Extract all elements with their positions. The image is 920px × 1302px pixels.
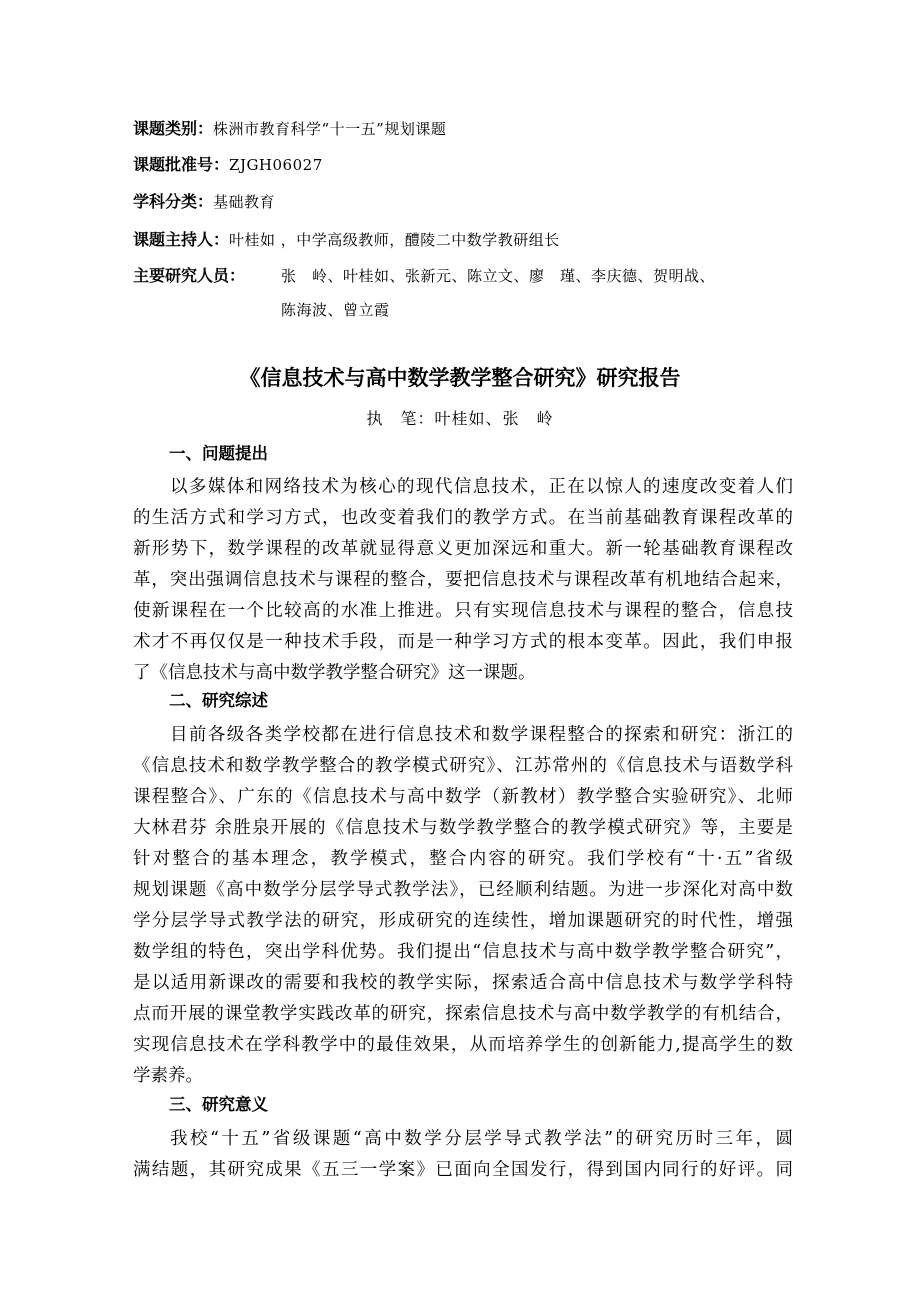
- paragraph-line: 满结题，其研究成果《五三一学案》已面向全国发行，得到国内同行的好评。同: [133, 1160, 793, 1180]
- meta-host-value: 叶桂如 ，中学高级教师，醴陵二中数学教研组长: [229, 231, 560, 249]
- paragraph-line: 数学组的特色，突出学科优势。我们提出“信息技术与高中数学教学整合研究”，: [133, 942, 793, 962]
- paragraph-line: 了《信息技术与高中数学教学整合研究》这一课题。: [133, 663, 536, 683]
- meta-category-label: 课题类别：: [133, 119, 214, 138]
- paragraph-line: 实现信息技术在学科教学中的最佳效果，从而培养学生的创新能力,提高学生的数: [133, 1035, 793, 1055]
- section-heading-1: 一、问题提出: [169, 444, 268, 463]
- meta-subject-label: 学科分类：: [133, 192, 214, 211]
- paragraph-line: 学素养。: [133, 1066, 203, 1086]
- section-heading-3: 三、研究意义: [169, 1095, 268, 1114]
- meta-approval-value: ZJGH06027: [229, 156, 323, 174]
- paragraph-line: 是以适用新课改的需要和我校的教学实际，探索适合高中信息技术与数学学科特: [133, 973, 793, 993]
- paragraph-line: 点而开展的课堂教学实践改革的研究，探索信息技术与高中数学教学的有机结合，: [133, 1004, 793, 1024]
- paragraph-line: 新形势下，数学课程的改革就显得意义更加深远和重大。新一轮基础教育课程改: [133, 539, 793, 559]
- paragraph-line: 的生活方式和学习方式，也改变着我们的教学方式。在当前基础教育课程改革的: [133, 508, 793, 528]
- meta-host: [133, 229, 560, 251]
- paragraph-line: 术才不再仅仅是一种技术手段，而是一种学习方式的根本变革。因此，我们申报: [133, 632, 793, 652]
- meta-category: [133, 118, 446, 140]
- meta-subject-value: 基础教育: [213, 193, 276, 211]
- meta-subject: [133, 191, 275, 213]
- meta-category-value: 株洲市教育科学“十一五”规划课题: [213, 120, 447, 138]
- report-authors: 执 笔：叶桂如、张 岭: [366, 409, 554, 428]
- paragraph-line: 使新课程在一个比较高的水准上推进。只有实现信息技术与课程的整合，信息技: [133, 601, 793, 621]
- paragraph-line: 《信息技术和数学教学整合的教学模式研究》、江苏常州的《信息技术与语数学科: [133, 756, 793, 776]
- paragraph-line: 目前各级各类学校都在进行信息技术和数学课程整合的探索和研究：浙江的: [170, 725, 793, 745]
- paragraph-line: 我校“十五”省级课题“高中数学分层学导式教学法”的研究历时三年，圆: [170, 1129, 793, 1149]
- meta-approval-number: [133, 154, 323, 176]
- paragraph-line: 学分层学导式教学法的研究，形成研究的连续性，增加课题研究的时代性，增强: [133, 911, 793, 931]
- meta-researchers: [133, 265, 245, 287]
- paragraph-line: 大林君芬 余胜泉开展的《信息技术与数学教学整合的教学模式研究》等，主要是: [133, 818, 793, 838]
- meta-researchers-line-2: 陈海波、曾立霞: [281, 301, 390, 319]
- report-title: 《信息技术与高中数学教学整合研究》研究报告: [239, 366, 681, 390]
- meta-researchers-label: 主要研究人员：: [133, 266, 246, 285]
- paragraph-line: 规划课题《高中数学分层学导式教学法》，已经顺利结题。为进一步深化对高中数: [133, 880, 793, 900]
- meta-approval-label: 课题批准号：: [133, 155, 230, 174]
- paragraph-line: 课程整合》、广东的《信息技术与高中数学（新教材）教学整合实验研究》、北师: [133, 787, 793, 807]
- meta-host-label: 课题主持人：: [133, 230, 230, 249]
- section-heading-2: 二、研究综述: [169, 691, 268, 710]
- paragraph-line: 针对整合的基本理念，教学模式，整合内容的研究。我们学校有“十·五”省级: [133, 849, 793, 869]
- paragraph-line: 革，突出强调信息技术与课程的整合，要把信息技术与课程改革有机地结合起来，: [133, 570, 793, 590]
- paragraph-line: 以多媒体和网络技术为核心的现代信息技术，正在以惊人的速度改变着人们: [170, 477, 793, 497]
- meta-researchers-line-1: 张 岭、叶桂如、张新元、陈立文、廖 瑾、李庆德、贺明战、: [281, 267, 716, 285]
